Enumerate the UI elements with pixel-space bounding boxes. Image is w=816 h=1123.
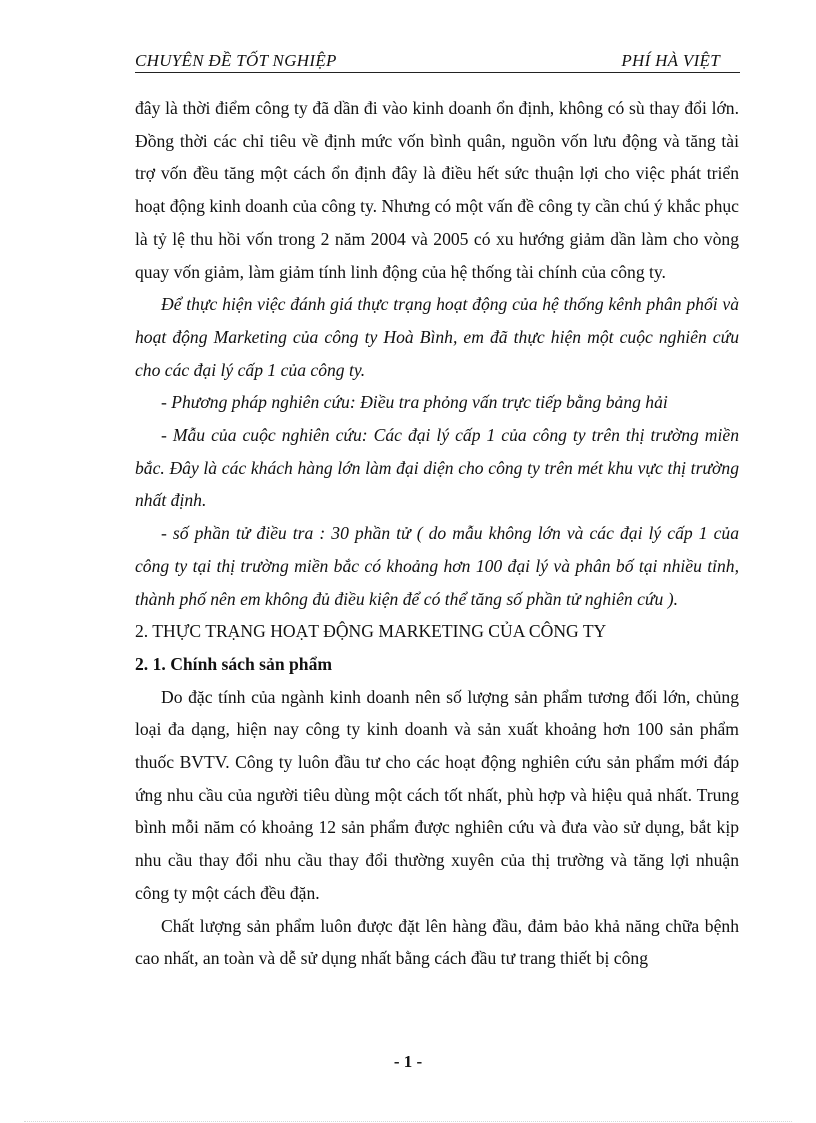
page-header xyxy=(135,50,740,73)
body-paragraph: Chất lượng sản phẩm luôn được đặt lên hàng đầu, đảm bảo khả năng chữa bệnh cao nhất, an toàn và dễ sử dụng nhất bằng cách đầu tư trang thiết bị công xyxy=(135,915,739,969)
subsection-heading: 2. 1. Chính sách sản phẩm xyxy=(135,653,333,674)
header-title: CHUYÊN ĐỀ TỐT NGHIỆP xyxy=(135,51,337,70)
research-sample-item: - Mẫu của cuộc nghiên cứu: Các đại lý cấp 1 của công ty trên thị trường miền bắc. Đây là các khách hàng lớn làm đại diện cho công ty trên mét khu vực thị trường nhất định. xyxy=(135,425,739,511)
body-paragraph: đây là thời điểm công ty đã dần đi vào kinh doanh ổn định, không có sù thay đổi lớn. Đồng thời các chỉ tiêu về định mức vốn bình quân, nguồn vốn lưu động và tăng tài trợ vốn đều tăng một cách ổn định đây là điều hết sức thuận lợi cho việc phát triển hoạt động kinh doanh của công ty. Nhưng có một vấn đề công ty cần chú ý khắc phục là tỷ lệ thu hồi vốn trong 2 năm 2004 và 2005 có xu hướng giảm dần làm cho vòng quay vốn giảm, làm giảm tính linh động của hệ thống tài chính của công ty. xyxy=(135,98,739,282)
research-size-item: - số phần tử điều tra : 30 phần tử ( do mẫu không lớn và các đại lý cấp 1 của công ty tại thị trường miền bắc có khoảng hơn 100 đại lý và phân bố tại nhiều tỉnh, thành phố nên em không đủ điều kiện để có thể tăng số phần tử nghiên cứu ). xyxy=(135,523,739,609)
page-number: - 1 - xyxy=(393,1052,423,1071)
body-paragraph: Do đặc tính của ngành kinh doanh nên số lượng sản phẩm tương đối lớn, chủng loại đa dạng, hiện nay công ty kinh doanh và sản xuất khoảng hơn 100 sản phẩm thuốc BVTV. Công ty luôn đầu tư cho các hoạt động nghiên cứu sản phẩm mới đáp ứng nhu cầu của người tiêu dùng một cách tốt nhất, phù hợp và hiệu quả nhất. Trung bình mỗi năm có khoảng 12 sản phẩm được nghiên cứu và đưa vào sử dụng, bắt kịp nhu cầu thay đổi nhu cầu thay đổi thường xuyên của thị trường và tăng lợi nhuận công ty một cách đều đặn. xyxy=(135,686,739,903)
page-body xyxy=(135,92,739,975)
page-bottom-divider xyxy=(24,1121,792,1122)
research-method-item: - Phương pháp nghiên cứu: Điều tra phỏng vấn trực tiếp bằng bảng hải xyxy=(161,392,668,413)
research-intro-paragraph: Để thực hiện việc đánh giá thực trạng hoạt động của hệ thống kênh phân phối và hoạt động Marketing của công ty Hoà Bình, em đã thực hiện một cuộc nghiên cứu cho các đại lý cấp 1 của công ty. xyxy=(135,294,739,380)
header-author: PHÍ HÀ VIỆT xyxy=(621,51,720,70)
section-heading: 2. THỰC TRẠNG HOẠT ĐỘNG MARKETING CỦA CÔNG TY xyxy=(135,621,607,642)
